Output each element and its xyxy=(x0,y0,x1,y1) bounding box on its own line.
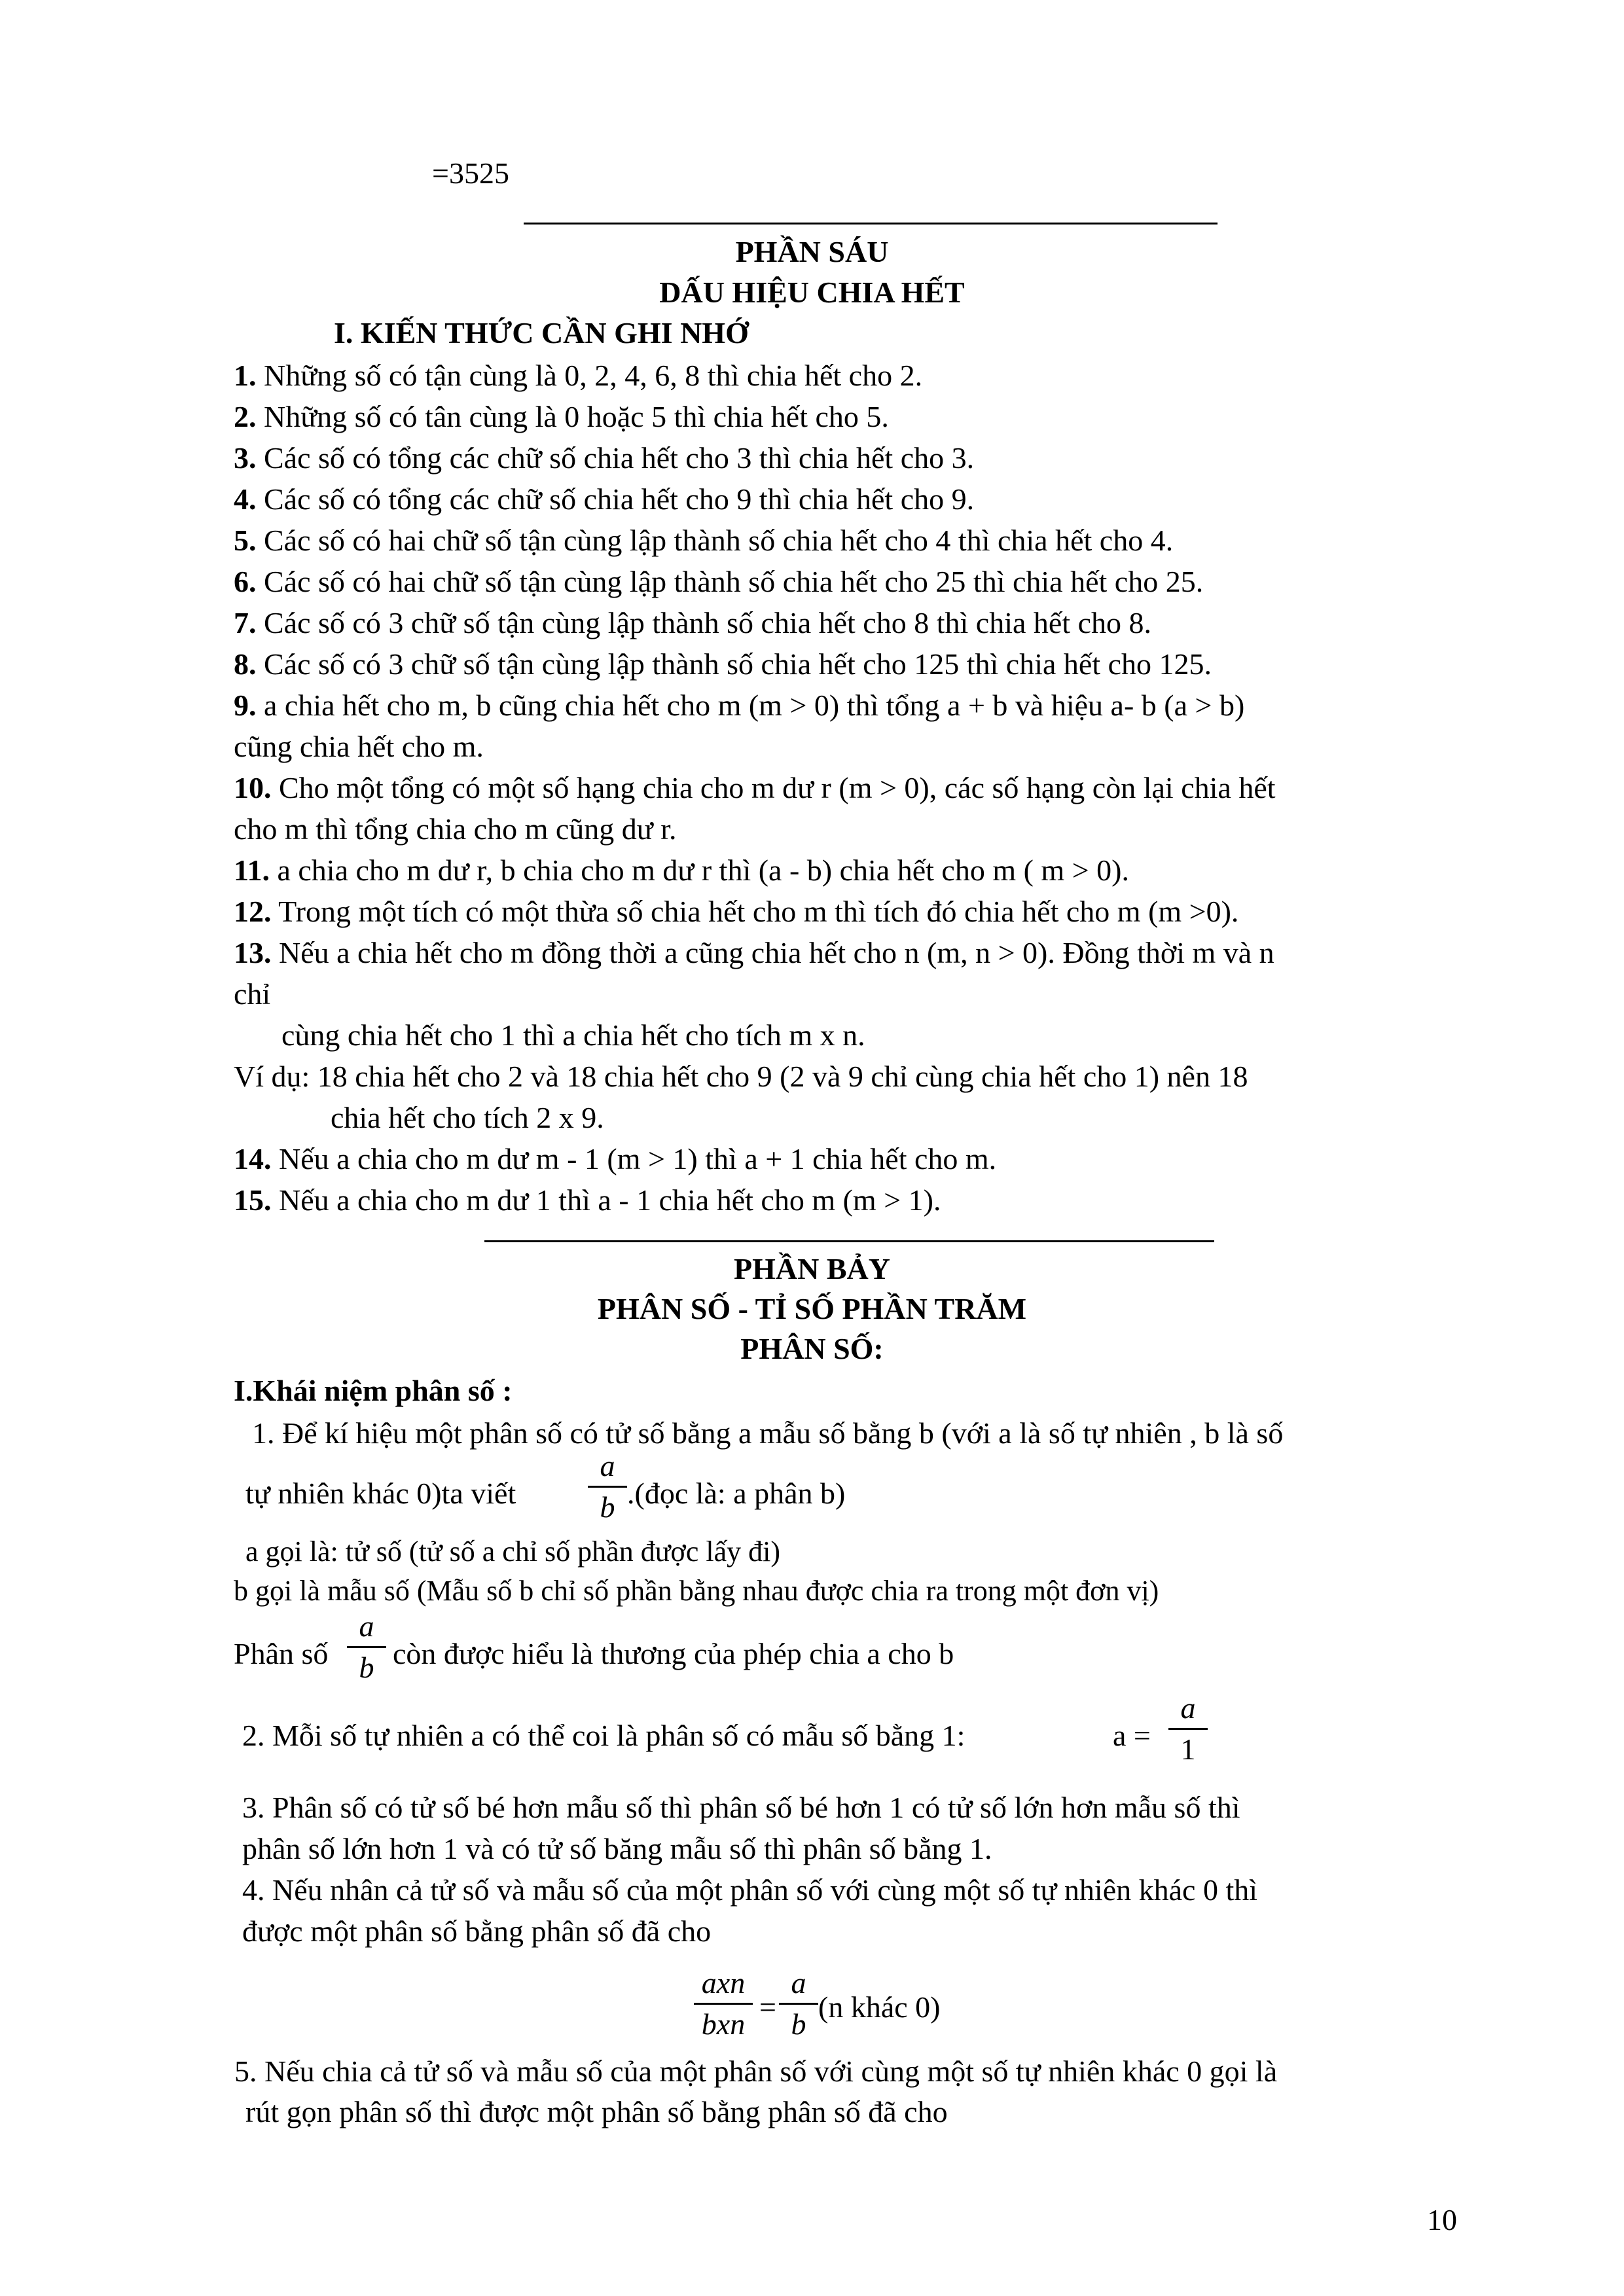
section6-title: PHẦN SÁU xyxy=(735,235,889,268)
list-item-cont: chỉ xyxy=(234,977,271,1011)
list-item: 14. Nếu a chia cho m dư m - 1 (m > 1) thì a + 1 chia hết cho m. xyxy=(234,1142,997,1175)
paragraph: được một phân số bằng phân số đã cho xyxy=(242,1914,712,1948)
list-item: 11. a chia cho m dư r, b chia cho m dư r thì (a - b) chia hết cho m ( m > 0). xyxy=(234,853,1129,887)
paragraph: a gọi là: tử số (tử số a chỉ số phần được lấy đi) xyxy=(245,1535,780,1568)
list-item-cont: cùng chia hết cho 1 thì a chia hết cho tích m x n. xyxy=(281,1018,865,1052)
fraction-a-over-b: a b xyxy=(779,1964,818,2044)
section7-heading: I.Khái niệm phân số : xyxy=(234,1374,513,1407)
fraction-a-over-b: a b xyxy=(347,1607,386,1687)
equation-note: (n khác 0) xyxy=(818,1990,941,2024)
list-item: 3. Các số có tổng các chữ số chia hết cho 3 thì chia hết cho 3. xyxy=(234,441,975,475)
paragraph: 4. Nếu nhân cả tử số và mẫu số của một phân số với cùng một số tự nhiên khác 0 thì xyxy=(242,1873,1258,1907)
example-text: Ví dụ: 18 chia hết cho 2 và 18 chia hết cho 9 (2 và 9 chỉ cùng chia hết cho 1) nên 18 xyxy=(234,1060,1248,1093)
fraction-a-over-b: a b xyxy=(588,1446,627,1527)
top-result: =3525 xyxy=(432,156,509,190)
list-item: 2. Những số có tân cùng là 0 hoặc 5 thì chia hết cho 5. xyxy=(234,400,889,433)
list-item-cont: cho m thì tổng chia cho m cũng dư r. xyxy=(234,812,677,846)
divider xyxy=(484,1240,1214,1242)
section6-heading: I. KIẾN THỨC CẦN GHI NHỚ xyxy=(334,316,749,350)
paragraph: tự nhiên khác 0)ta viết xyxy=(245,1477,516,1510)
list-item: 4. Các số có tổng các chữ số chia hết cho 9 thì chia hết cho 9. xyxy=(234,482,975,516)
paragraph: rút gọn phân số thì được một phân số bằng phân số đã cho xyxy=(245,2095,948,2128)
paragraph: phân số lớn hơn 1 và có tử số băng mẫu số thì phân số bằng 1. xyxy=(242,1832,992,1865)
list-item: 9. a chia hết cho m, b cũng chia hết cho m (m > 0) thì tổng a + b và hiệu a- b (a > b) xyxy=(234,689,1245,722)
list-item: 10. Cho một tổng có một số hạng chia cho m dư r (m > 0), các số hạng còn lại chia hết xyxy=(234,771,1276,804)
list-item: 8. Các số có 3 chữ số tận cùng lập thành số chia hết cho 125 thì chia hết cho 125. xyxy=(234,647,1212,681)
section7-subtitle2: PHÂN SỐ: xyxy=(740,1332,884,1365)
equation-text: a = xyxy=(1113,1719,1151,1752)
equals-sign: = xyxy=(759,1990,776,2024)
paragraph: Phân số xyxy=(234,1637,329,1670)
paragraph: còn được hiểu là thương của phép chia a cho b xyxy=(393,1637,954,1670)
list-item: 13. Nếu a chia hết cho m đồng thời a cũng chia hết cho n (m, n > 0). Đồng thời m và n xyxy=(234,936,1274,969)
list-item: 5. Các số có hai chữ số tận cùng lập thành số chia hết cho 4 thì chia hết cho 4. xyxy=(234,524,1174,557)
section7-title: PHẦN BẢY xyxy=(734,1252,890,1285)
page-number: 10 xyxy=(1427,2203,1457,2236)
paragraph: 2. Mỗi số tự nhiên a có thể coi là phân số có mẫu số bằng 1: xyxy=(242,1719,965,1752)
list-item: 12. Trong một tích có một thừa số chia hết cho m thì tích đó chia hết cho m (m >0). xyxy=(234,895,1239,928)
paragraph: 3. Phân số có tử số bé hơn mẫu số thì phân số bé hơn 1 có tử số lớn hơn mẫu số thì xyxy=(242,1791,1240,1824)
paragraph: 5. Nếu chia cả tử số và mẫu số của một phân số với cùng một số tự nhiên khác 0 gọi là xyxy=(234,2054,1278,2088)
divider xyxy=(524,223,1218,224)
list-item: 1. Những số có tận cùng là 0, 2, 4, 6, 8 thì chia hết cho 2. xyxy=(234,359,923,392)
list-item: 15. Nếu a chia cho m dư 1 thì a - 1 chia hết cho m (m > 1). xyxy=(234,1183,941,1217)
example-text-cont: chia hết cho tích 2 x 9. xyxy=(331,1101,604,1134)
list-item: 7. Các số có 3 chữ số tận cùng lập thành số chia hết cho 8 thì chia hết cho 8. xyxy=(234,606,1152,639)
section7-subtitle: PHÂN SỐ - TỈ SỐ PHẦN TRĂM xyxy=(597,1292,1027,1325)
fraction-axn-over-bxn: axn bxn xyxy=(694,1964,753,2044)
paragraph: b gọi là mẫu số (Mẫu số b chỉ số phần bằng nhau được chia ra trong một đơn vị) xyxy=(234,1575,1159,1607)
paragraph: 1. Để kí hiệu một phân số có tử số bằng a mẫu số bằng b (với a là số tự nhiên , b là số xyxy=(252,1416,1284,1450)
paragraph: .(đọc là: a phân b) xyxy=(627,1477,846,1510)
list-item: 6. Các số có hai chữ số tận cùng lập thành số chia hết cho 25 thì chia hết cho 25. xyxy=(234,565,1204,598)
fraction-a-over-1: a 1 xyxy=(1168,1689,1208,1769)
list-item-cont: cũng chia hết cho m. xyxy=(234,730,484,763)
section6-subtitle: DẤU HIỆU CHIA HẾT xyxy=(659,276,965,309)
